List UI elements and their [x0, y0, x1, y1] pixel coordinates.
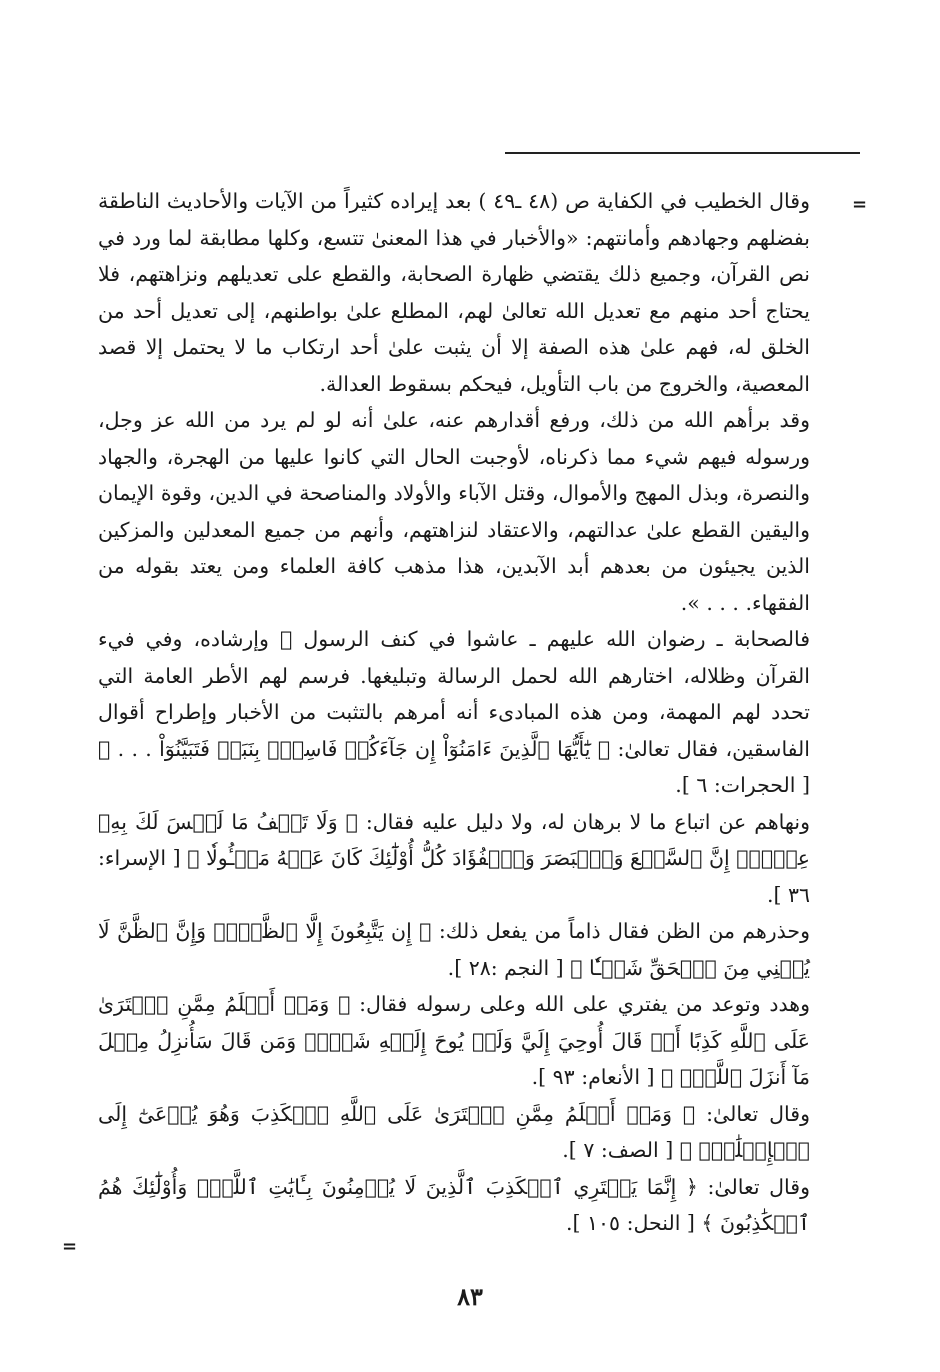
paragraph: وقال تعالىٰ: ﴿ إِنَّمَا يَفۡتَرِي ٱلۡكَذِبَ ٱلَّذِينَ لَا يُؤۡمِنُونَ بِـَٔايَٰتِ ٱللَّهِۖ وَأُوْلَٰٓئِكَ هُمُ ٱلۡكَٰذِبُونَ ﴾ [ النحل: ١٠٥ ].	[98, 1174, 810, 1235]
paragraph: وحذرهم من الظن فقال ذاماً من يفعل ذلك: ﴿ إِن يَتَّبِعُونَ إِلَّا ٱلظَّنَّۖ وَإِنَّ ٱلظَّنَّ لَا يُغۡنِي مِنَ ٱلۡحَقِّ شَيۡـٔٗا ﴾ [ النجم :٢٨ ].	[98, 919, 810, 980]
footnote-continuation-marker-top: =	[852, 194, 868, 215]
paragraph: فالصحابة ـ رضوان الله عليهم ـ عاشوا في كنف الرسول ﷺ وإرشاده، وفي فيء القرآن وظلاله، اختارهم الله لحمل الرسالة وتبليغها. فرسم لهم الأطر العامة التي تحدد لهم المهمة، ومن هذه المبادىء أنه أمرهم بالتثبت من الأخبار وإطراح أقوال الفاسقين، فقال تعالىٰ: ﴿ يَٰٓأَيُّهَا ٱلَّذِينَ ءَامَنُوٓاْ إِن جَآءَكُمۡ فَاسِقُۢ بِنَبَإٖ فَتَبَيَّنُوٓاْ . . . ﴾ [ الحجرات: ٦ ].	[98, 627, 810, 797]
body-text	[98, 183, 810, 1242]
paragraph: وقد برأهم الله من ذلك، ورفع أقدارهم عنه، علىٰ أنه لو لم يرد من الله عز وجل، ورسوله فيهم شيء مما ذكرناه، لأوجبت الحال التي كانوا عليها من الهجرة، والجهاد والنصرة، وبذل المهج والأموال، وقتل الآباء والأولاد والمناصحة في الدين، وقوة الإيمان واليقين القطع علىٰ عدالتهم، والاعتقاد لنزاهتهم، وأنهم من جميع المعدلين والمزكين الذين يجيئون من بعدهم أبد الآبدين، هذا مذهب كافة العلماء ومن يعتد بقوله من الفقهاء. . . . ».	[98, 408, 810, 615]
footnote-separator-line	[505, 152, 860, 154]
page-number: ٨٣	[457, 1282, 483, 1311]
paragraph: وقال تعالىٰ: ﴿ وَمَنۡ أَظۡلَمُ مِمَّنِ ٱفۡتَرَىٰ عَلَى ٱللَّهِ ٱلۡكَذِبَ وَهُوَ يُدۡعَىٰٓ إِلَى ٱلۡإِسۡلَٰمِۚ ﴾ [ الصف: ٧ ].	[98, 1101, 810, 1162]
paragraph: وهدد وتوعد من يفتري على الله وعلى رسوله فقال: ﴿ وَمَنۡ أَظۡلَمُ مِمَّنِ ٱفۡتَرَىٰ عَلَى ٱللَّهِ كَذِبًا أَوۡ قَالَ أُوحِيَ إِلَيَّ وَلَمۡ يُوحَ إِلَيۡهِ شَيۡءٞ وَمَن قَالَ سَأُنزِلُ مِثۡلَ مَآ أَنزَلَ ٱللَّهُۗ ﴾ [ الأنعام: ٩٣ ].	[98, 992, 810, 1089]
paragraph: ونهاهم عن اتباع ما لا برهان له، ولا دليل عليه فقال: ﴿ وَلَا تَقۡفُ مَا لَيۡسَ لَكَ بِهِۦ عِلۡمٌۚ إِنَّ ٱلسَّمۡعَ وَٱلۡبَصَرَ وَٱلۡفُؤَادَ كُلُّ أُوْلَٰٓئِكَ كَانَ عَنۡهُ مَسۡـُٔولٗا ﴾ [ الإسراء: ٣٦ ].	[98, 809, 810, 907]
footnote-continuation-marker-bottom: =	[62, 1236, 78, 1257]
paragraph: وقال الخطيب في الكفاية ص (٤٨ ـ٤٩ ) بعد إيراده كثيراً من الآيات والأحاديث الناطقة بفضلهم وجهادهم وأمانتهم: «والأخبار في هذا المعنىٰ تتسع، وكلها مطابقة لما ورد في نص القرآن، وجميع ذلك يقتضي ظهارة الصحابة، والقطع على تعديلهم ونزاهتهم، فلا يحتاج أحد منهم مع تعديل الله تعالىٰ لهم، المطلع علىٰ بواطنهم، إلى تعديل أحد من الخلق له، فهم علىٰ هذه الصفة إلا أن يثبت علىٰ أحد ارتكاب ما لا يحتمل إلا قصد المعصية، والخروج من باب التأويل، فيحكم بسقوط العدالة.	[98, 189, 810, 396]
